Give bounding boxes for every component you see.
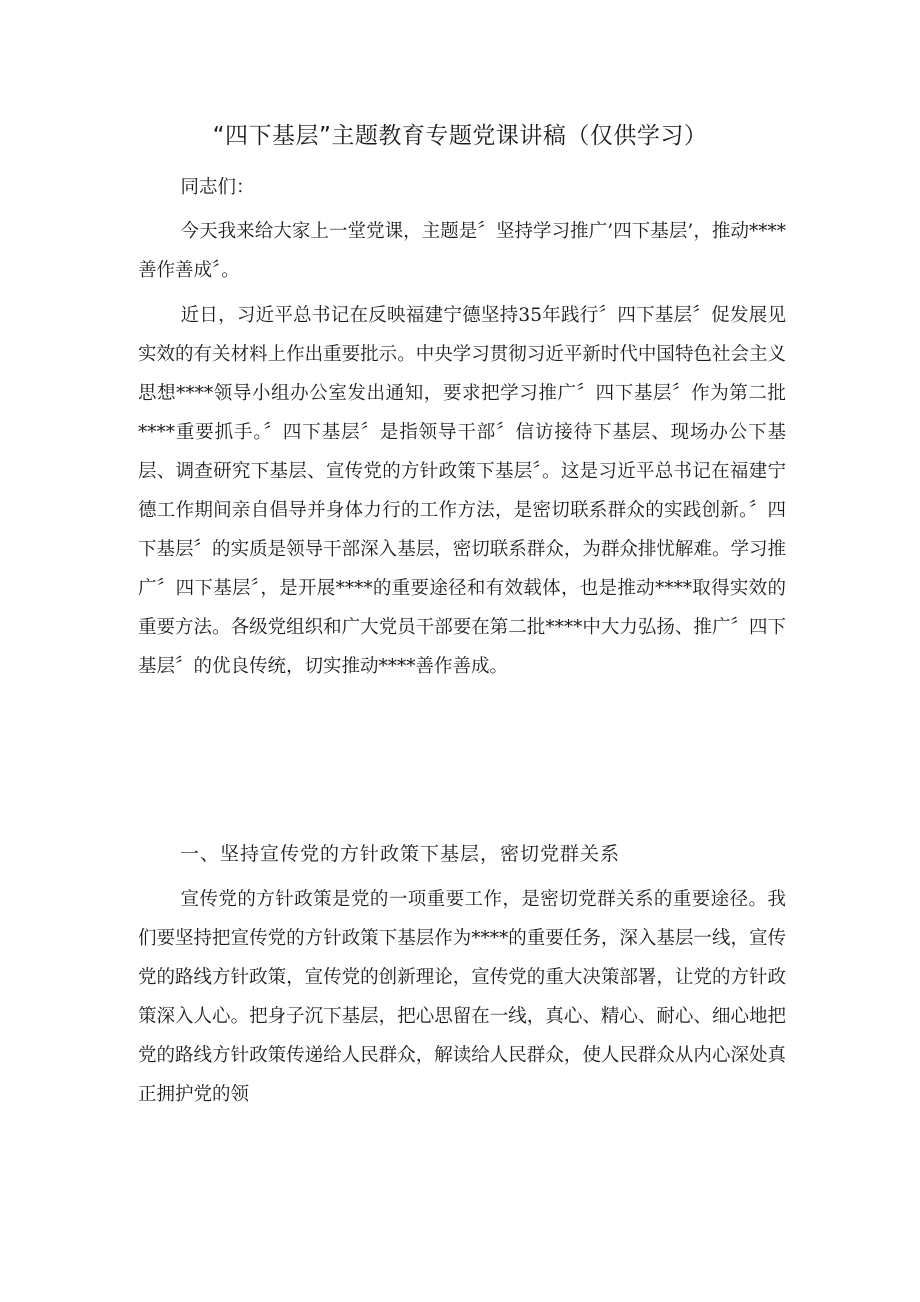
document-title: “四下基层”主题教育专题党课讲稿（仅供学习）: [212, 123, 708, 149]
paragraph-news: 近日，习近平总书记在反映福建宁德坚持35年践行〞四下基层〞促发展见实效的有关材料上作出重要批示。中央学习贯彻习近平新时代中国特色社会主义思想****领导小组办公室发出通知，要求把学习推广〞四下基层〞作为第二批****重要抓手。〞四下基层〞是指领导干部〞信访接待下基层、现场办公下基层、调查研究下基层、宣传党的方针政策下基层〞。这是习近平总书记在福建宁德工作期间亲自倡导并身体力行的工作方法，是密切联系群众的实践创新。〞四下基层〞的实质是领导干部深入基层，密切联系群众，为群众排忧解难。学习推广〞四下基层〞，是开展****的重要途径和有效载体，也是推动****取得实效的重要方法。各级党组织和广大党员干部要在第二批****中大力弘扬、推广〞四下基层〞的优良传统，切实推动****善作善成。: [138, 305, 786, 677]
greeting: 同志们：: [180, 177, 255, 198]
paragraph-section-1: 宣传党的方针政策是党的一项重要工作，是密切党群关系的重要途径。我们要坚持把宣传党的方针政策下基层作为****的重要任务，深入基层一线，宣传党的路线方针政策，宣传党的创新理论，宣传党的重大决策部署，让党的方针政策深入人心。把身子沉下基层，把心思留在一线，真心、精心、耐心、细心地把党的路线方针政策传递给人民群众，解读给人民群众，使人民群众从内心深处真正拥护党的领: [138, 889, 786, 1105]
section-heading-1: 一、坚持宣传党的方针政策下基层，密切党群关系: [180, 843, 621, 865]
paragraph-intro: 今天我来给大家上一堂党课，主题是〞坚持学习推广’四下基层’，推动****善作善成〞。: [138, 221, 786, 281]
